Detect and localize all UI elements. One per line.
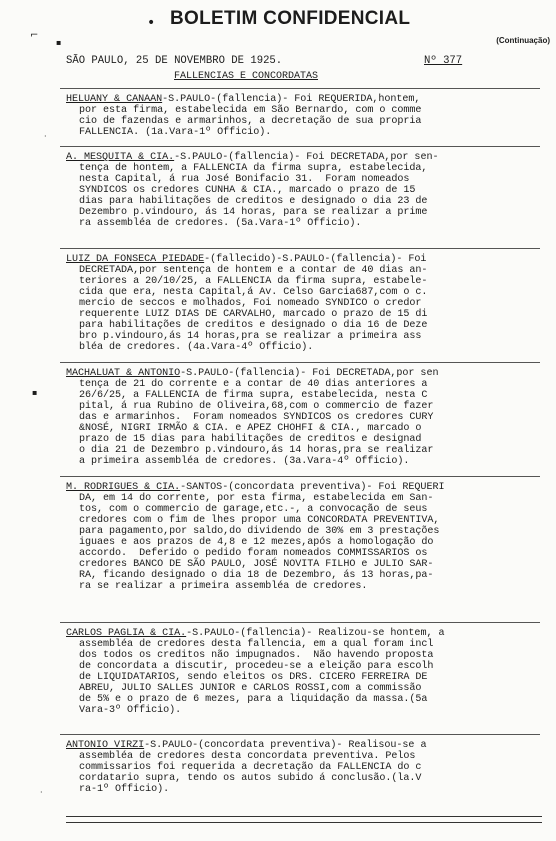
entry-line xyxy=(79,401,433,412)
entry-separator xyxy=(60,248,540,249)
entry-name: A. MESQUITA & CIA. xyxy=(66,152,175,163)
entry-text: a primeira assembléa de credores. (3a.Vara-4º Officio). xyxy=(79,456,410,467)
entry-text: requerente LUIZ DIAS DE CARVALHO, marcado o prazo de 15 di xyxy=(79,309,428,320)
entry-text: por esta firma, estabelecida em São Bernardo, com o comme xyxy=(79,105,422,116)
entry-text: -S.PAULO-(fallencia)- Foi DECRETADA,por sen- xyxy=(174,152,439,163)
entry-text: dos todos os creditos não impugnados. Não havendo proposta xyxy=(79,650,434,661)
margin-mark: ⌐ xyxy=(30,30,39,41)
entry-text: 26/6/25, a FALLENCIA de firma supra, estabelecida, nesta C xyxy=(79,390,428,401)
entry-text: dias para habilitações de creditos e designado o dia 23 de xyxy=(79,196,428,207)
entry-separator xyxy=(60,88,540,89)
entry-line xyxy=(79,331,421,342)
entry-text: ABREU, JULIO SALLES JUNIOR e CARLOS ROSSI,com a commissão xyxy=(79,683,422,694)
entry-text: FALLENCIA. (1a.Vara-1º Officio). xyxy=(79,127,272,138)
entry-text: pital, á rua Rubino de Oliveira,68,com o commercio de fazer xyxy=(79,401,434,412)
entry-text: mercio de seccos e molhados, Foi nomeado SYNDICO o credor xyxy=(79,298,422,309)
entry-text: -SANTOS-(concordata preventiva)- Foi REQUERI xyxy=(180,482,445,493)
entry-line xyxy=(79,581,367,592)
entry-line xyxy=(66,152,438,163)
entry-line xyxy=(66,628,444,639)
entry-text: de LIQUIDATARIOS, sendo eleitos os DRS. CICERO FERREIRA DE xyxy=(79,672,428,683)
entry-name: HELUANY & CANAAN xyxy=(66,94,163,105)
entry-line xyxy=(79,515,439,526)
entry-text: accordo. Deferido o pedido foram nomeados COMMISSARIOS os xyxy=(79,548,428,559)
entry-text: iguaes e aos prazos de 4,8 e 12 mezes,após a homologação do xyxy=(79,537,434,548)
bottom-rule xyxy=(66,822,542,823)
entry-separator xyxy=(60,362,540,363)
entry-line xyxy=(79,762,421,773)
entry-line xyxy=(79,320,427,331)
entry-line xyxy=(79,639,433,650)
entry-text: ra assembléa de credores. (5a.Vara-1º Officio). xyxy=(79,218,362,229)
margin-mark: · xyxy=(40,788,43,797)
entry-line xyxy=(79,705,181,716)
entry-separator xyxy=(60,622,540,623)
entry-line xyxy=(79,672,427,683)
bottom-rule xyxy=(66,816,542,817)
entry-text: para pagamento,por saldo,do dividendo de 30% em 3 prestações xyxy=(79,526,440,537)
entry-line xyxy=(79,412,433,423)
entry-text: teriores a 20/10/25, a FALLENCIA da firma supra, estabele- xyxy=(79,276,428,287)
entry-line xyxy=(79,342,313,353)
entry-line xyxy=(79,434,421,445)
entry-line xyxy=(79,526,439,537)
entry-text: -S.PAULO-(fallencia)- Foi REQUERIDA,hontem, xyxy=(162,94,421,105)
entry-text: cio de fazendas e armarinhos, a decretação de sua propria xyxy=(79,116,422,127)
entry-text: -S.PAULO-(fallencia)- Realizou-se hontem, a xyxy=(186,628,445,639)
entry-separator xyxy=(60,734,540,735)
entry-text: -S.PAULO-(fallencia)- Foi DECRETADA,por sen xyxy=(180,368,439,379)
entry-line xyxy=(79,196,427,207)
entry-line xyxy=(79,163,427,174)
entry-text: tença de 21 do corrente e a contar de 40 dias anteriores a xyxy=(79,379,428,390)
entry-text: DA, em 14 do corrente, por esta firma, estabelecida em San- xyxy=(79,493,434,504)
entry-text: ra se realizar a primeira assembléa de credores. xyxy=(79,581,368,592)
entry-line xyxy=(79,287,427,298)
entry-text: ra-1º Officio). xyxy=(79,784,170,795)
entry-line xyxy=(66,94,420,105)
entry-line xyxy=(79,127,271,138)
entry-line xyxy=(66,482,444,493)
entry-text: tos, com o commercio de garage,etc.-, a convocação de seus xyxy=(79,504,428,515)
entry-separator xyxy=(60,476,540,477)
entry-text: DECRETADA,por sentença de hontem e a contar de 40 dias an- xyxy=(79,265,428,276)
entry-line xyxy=(79,773,421,784)
entry-text: de 5% e o prazo de 6 mezes, para a liquidação da massa.(5a xyxy=(79,694,428,705)
bulletin-number: Nº 377 xyxy=(424,55,463,67)
entry-text: credores BANCO DE SÃO PAULO, JOSÉ NOVITA FILHO e JULIO SAR- xyxy=(79,559,434,570)
entry-text: bro p.vindouro,ás 14 horas,pra se realizar a primeira ass xyxy=(79,331,422,342)
margin-mark: ▪ xyxy=(56,38,62,47)
entry-line xyxy=(79,683,421,694)
entry-text: Dezembro p.vindouro, ás 14 horas, para se realizar a prime xyxy=(79,207,428,218)
entry-text: cordatario supra, tendo os autos subido á conclusão.(la.V xyxy=(79,773,422,784)
entry-line xyxy=(79,784,169,795)
entry-line xyxy=(79,559,433,570)
entry-line xyxy=(79,445,433,456)
entry-line xyxy=(79,379,427,390)
entry-line xyxy=(79,661,433,672)
entry-text: o dia 21 de Dezembro p.vindouro,ás 14 horas,pra se realizar xyxy=(79,445,434,456)
entry-text: tença de hontem, a FALLENCIA da firma supra, estabelecida, xyxy=(79,163,428,174)
entry-text: &NOSÉ, NIGRI IRMÃO & CIA. e APEZ CHOHFI & CIA., marcado o xyxy=(79,423,422,434)
entry-text: -S.PAULO-(concordata preventiva)- Realisou-se a xyxy=(144,740,427,751)
entry-text: RA, ficando designado o dia 18 de Dezembro, ás 13 horas,pa- xyxy=(79,570,434,581)
entry-text: bléa de credores. (4a.Vara-4º Officio). xyxy=(79,342,314,353)
entry-line xyxy=(79,570,433,581)
entry-line xyxy=(79,423,421,434)
margin-mark: · xyxy=(44,132,47,141)
entry-line xyxy=(79,548,427,559)
entry-line xyxy=(79,650,433,661)
entry-line xyxy=(79,493,433,504)
entry-text: assembléa de credores desta concordata preventiva. Pelos xyxy=(79,751,416,762)
dateline: SÃO PAULO, 25 DE NOVEMBRO DE 1925. xyxy=(66,55,283,67)
entry-separator xyxy=(60,146,540,147)
entry-name: LUIZ DA FONSECA PIEDADE xyxy=(66,254,205,265)
entry-line xyxy=(79,105,421,116)
entry-line xyxy=(79,694,427,705)
entry-line xyxy=(79,309,427,320)
entry-line xyxy=(79,185,415,196)
entry-text: Vara-3º Officio). xyxy=(79,705,182,716)
entry-line xyxy=(79,298,421,309)
entry-name: ANTONIO VIRZI xyxy=(66,740,145,751)
entry-text: assembléa de credores desta fallencia, em a qual foram incl xyxy=(79,639,434,650)
entry-text: credores com o fim de lhes propor uma CONCORDATA PREVENTIVA, xyxy=(79,515,440,526)
entry-line xyxy=(79,116,421,127)
entry-line xyxy=(79,207,427,218)
entry-text: das e armarinhos. Foram nomeados SYNDICOS os credores CURY xyxy=(79,412,434,423)
entry-line xyxy=(66,740,426,751)
entry-line xyxy=(79,504,427,515)
entry-line xyxy=(66,368,438,379)
entry-text: SYNDICOS os credores CUNHA & CIA., marcado o prazo de 15 xyxy=(79,185,416,196)
continuation-note: (Continuação) xyxy=(496,36,550,45)
header-bullet: • xyxy=(147,15,156,31)
entry-name: CARLOS PAGLIA & CIA. xyxy=(66,628,187,639)
margin-mark: ▪ xyxy=(32,388,38,397)
entry-line xyxy=(79,174,409,185)
entry-line xyxy=(79,751,415,762)
entry-line xyxy=(79,537,433,548)
page-title: BOLETIM CONFIDENCIAL xyxy=(170,8,411,29)
entry-line xyxy=(79,265,427,276)
entry-line xyxy=(79,218,361,229)
entry-line xyxy=(66,254,426,265)
entry-text: -(fallecido)-S.PAULO-(fallencia)- Foi xyxy=(204,254,427,265)
section-title: FALLENCIAS E CONCORDATAS xyxy=(174,71,319,82)
entry-text: para habilitações de creditos e designado o dia 16 de Deze xyxy=(79,320,428,331)
entry-text: commissarios foi requerida a decretação da FALLENCIA do c xyxy=(79,762,422,773)
entry-text: de concordata a discutir, procedeu-se a eleição para escolh xyxy=(79,661,434,672)
entry-text: prazo de 15 dias para habilitações de creditos e designad xyxy=(79,434,422,445)
entry-line xyxy=(79,276,427,287)
entry-line xyxy=(79,456,409,467)
entry-text: nesta Capital, á rua José Bonifacio 31. Foram nomeados xyxy=(79,174,410,185)
entry-text: cida que era, nesta Capital,á Av. Celso Garcia687,com o c. xyxy=(79,287,428,298)
entry-line xyxy=(79,390,427,401)
entry-name: MACHALUAT & ANTONIO xyxy=(66,368,181,379)
entry-name: M. RODRIGUES & CIA. xyxy=(66,482,181,493)
